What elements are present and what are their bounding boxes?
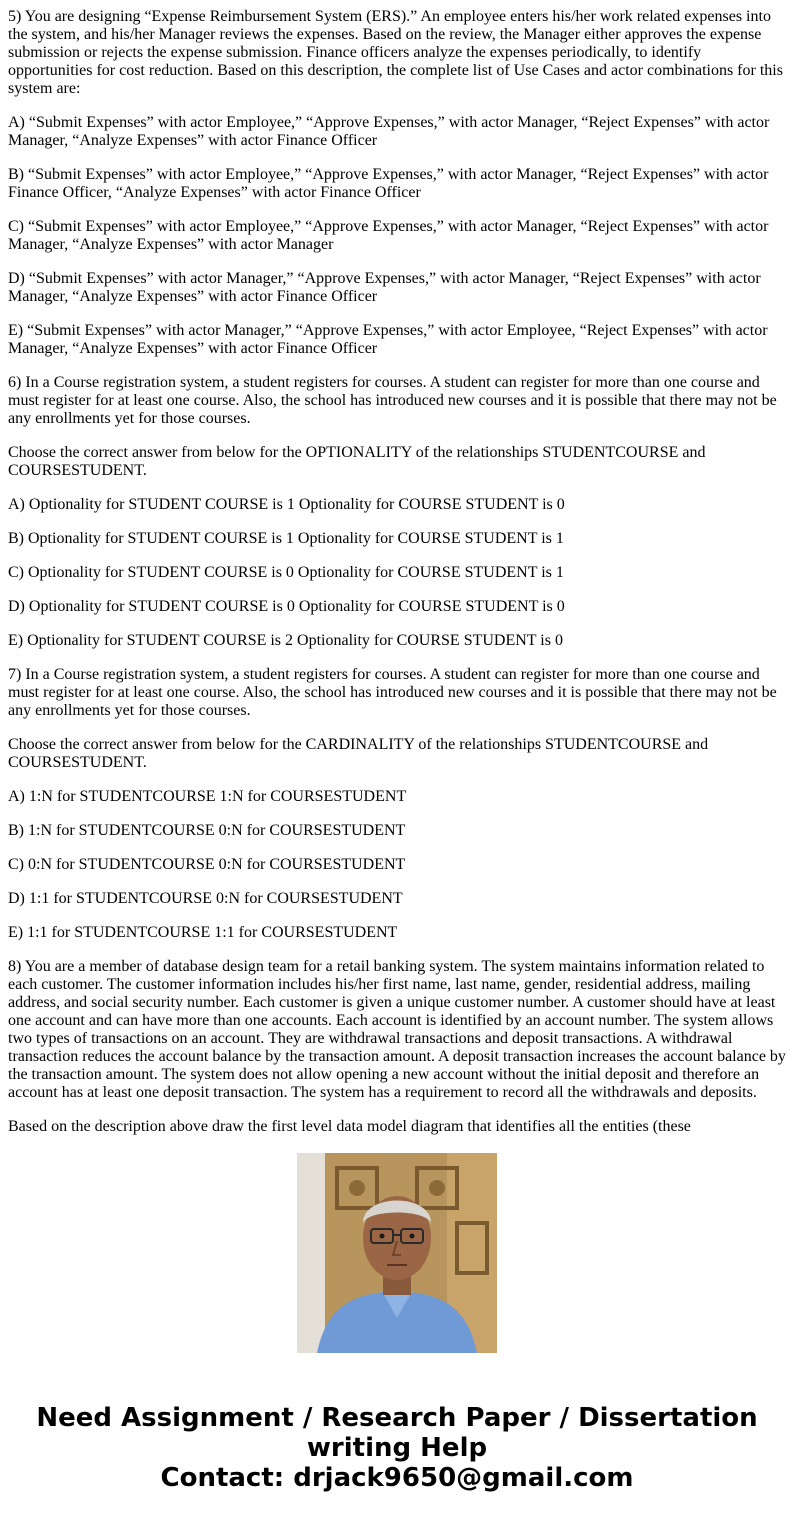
question-7-option-e: E) 1:1 for STUDENTCOURSE 1:1 for COURSESTUDENT: [8, 924, 398, 941]
question-6-prompt: Choose the correct answer from below for the OPTIONALITY of the relationships STUDENTCOURSE and COURSESTUDENT.: [8, 444, 706, 479]
question-5-option-c: C) “Submit Expenses” with actor Employee,” “Approve Expenses,” with actor Manager, “Reject Expenses” with actor Manager, “Analyze Expenses” with actor Manager: [8, 218, 769, 253]
question-document: [8, 8, 788, 1135]
question-8-prompt-partial: Based on the description above draw the first level data model diagram that identifies all the entities (these: [8, 1118, 691, 1135]
question-7-prompt: Choose the correct answer from below for the CARDINALITY of the relationships STUDENTCOURSE and COURSESTUDENT.: [8, 736, 709, 771]
question-6-option-a: A) Optionality for STUDENT COURSE is 1 Optionality for COURSE STUDENT is 0: [8, 496, 565, 513]
promo-contact-email: Contact: drjack9650@gmail.com: [160, 1463, 634, 1493]
promo-banner: [0, 1403, 794, 1493]
question-5-option-e: E) “Submit Expenses” with actor Manager,” “Approve Expenses,” with actor Employee, “Reject Expenses” with actor Manager, “Analyze Expenses” with actor Finance Officer: [8, 322, 768, 357]
question-7-option-b: B) 1:N for STUDENTCOURSE 0:N for COURSESTUDENT: [8, 822, 406, 839]
question-6-option-e: E) Optionality for STUDENT COURSE is 2 Optionality for COURSE STUDENT is 0: [8, 632, 563, 649]
question-7-option-a: A) 1:N for STUDENTCOURSE 1:N for COURSESTUDENT: [8, 788, 407, 805]
question-6-option-d: D) Optionality for STUDENT COURSE is 0 Optionality for COURSE STUDENT is 0: [8, 598, 565, 615]
question-8-stem: 8) You are a member of database design team for a retail banking system. The system maintains information related to each customer. The customer information includes his/her first name, last name, gender, residential address, mailing address, and social security number. Each customer is given a unique customer number. A customer should have at least one account and can have more than one accounts. Each account is identified by an account number. The system allows two types of transactions on an account. They are withdrawal transactions and deposit transactions. A withdrawal transaction reduces the account balance by the transaction amount. A deposit transaction increases the account balance by the transaction amount. The system does not allow opening a new account without the initial deposit and therefore an account has at least one deposit transaction. The system has a requirement to record all the withdrawals and deposits.: [8, 958, 786, 1101]
question-5-stem: 5) You are designing “Expense Reimbursement System (ERS).” An employee enters his/her work related expenses into the system, and his/her Manager reviews the expenses. Based on the review, the Manager either approves the expense submission or rejects the expense submission. Finance officers analyze the expenses periodically, to identify opportunities for cost reduction. Based on this description, the complete list of Use Cases and actor combinations for this system are:: [8, 8, 783, 97]
question-7-option-c: C) 0:N for STUDENTCOURSE 0:N for COURSESTUDENT: [8, 856, 406, 873]
question-7-option-d: D) 1:1 for STUDENTCOURSE 0:N for COURSESTUDENT: [8, 890, 403, 907]
question-6-stem: 6) In a Course registration system, a student registers for courses. A student can register for more than one course and must register for at least one course. Also, the school has introduced new courses and it is possible that there may not be any enrollments yet for those courses.: [8, 374, 777, 427]
promo-line-2: writing Help: [306, 1433, 488, 1463]
author-photo: [297, 1153, 497, 1353]
question-7-stem: 7) In a Course registration system, a student registers for courses. A student can register for more than one course and must register for at least one course. Also, the school has introduced new courses and it is possible that there may not be any enrollments yet for those courses.: [8, 666, 777, 719]
question-5-option-d: D) “Submit Expenses” with actor Manager,” “Approve Expenses,” with actor Manager, “Reject Expenses” with actor Manager, “Analyze Expenses” with actor Finance Officer: [8, 270, 761, 305]
portrait-illustration: [297, 1153, 497, 1353]
promo-line-1: Need Assignment / Research Paper / Dissertation: [36, 1403, 758, 1433]
question-5-option-b: B) “Submit Expenses” with actor Employee,” “Approve Expenses,” with actor Manager, “Reject Expenses” with actor Finance Officer, “Analyze Expenses” with actor Finance Officer: [8, 166, 769, 201]
question-6-option-b: B) Optionality for STUDENT COURSE is 1 Optionality for COURSE STUDENT is 1: [8, 530, 564, 547]
question-6-option-c: C) Optionality for STUDENT COURSE is 0 Optionality for COURSE STUDENT is 1: [8, 564, 564, 581]
question-5-option-a: A) “Submit Expenses” with actor Employee,” “Approve Expenses,” with actor Manager, “Reject Expenses” with actor Manager, “Analyze Expenses” with actor Finance Officer: [8, 114, 770, 149]
